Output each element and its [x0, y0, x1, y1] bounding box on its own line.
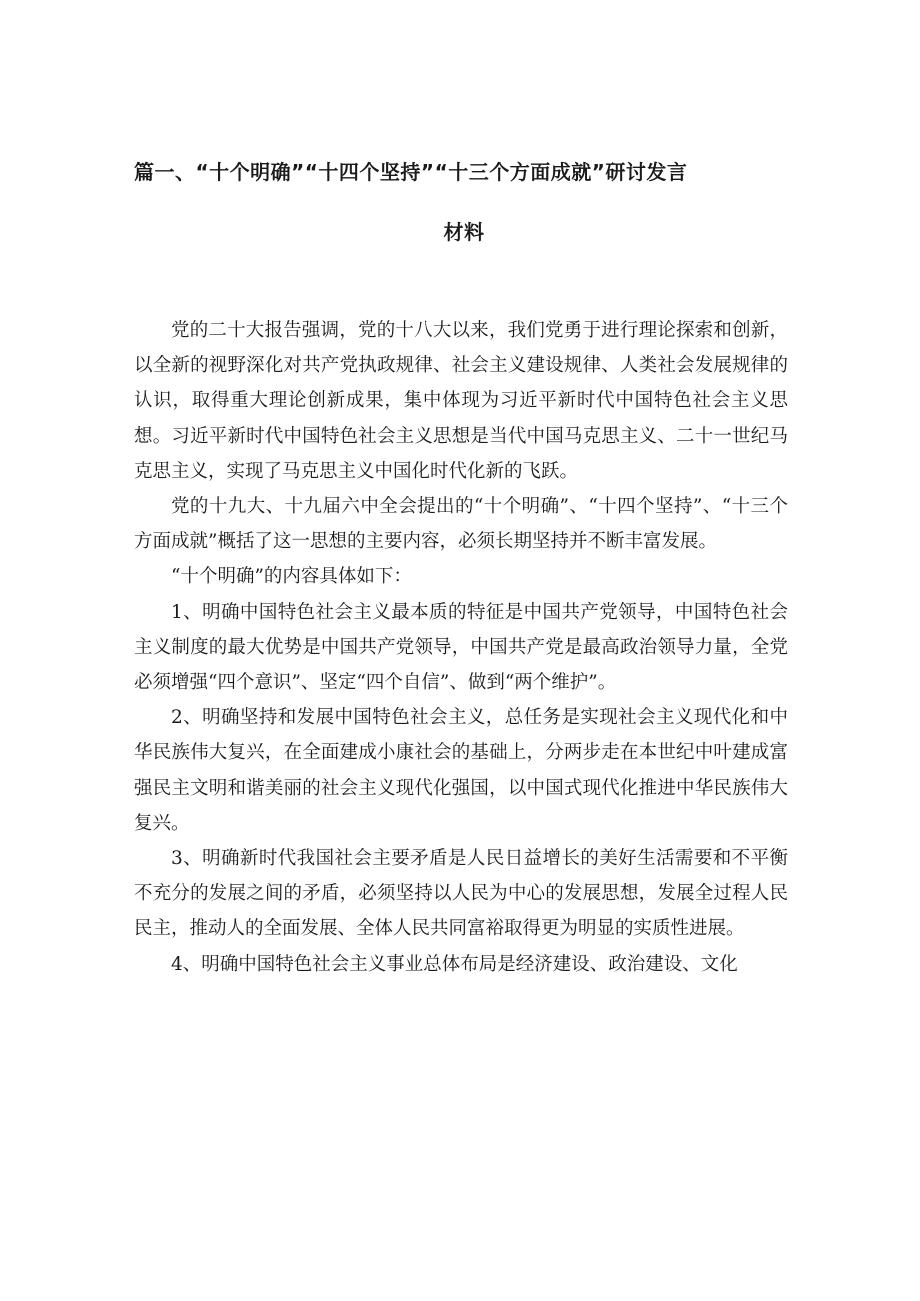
document-title-line-1: 篇一、“十个明确”“十四个坚持”“十三个方面成就”研讨发言	[134, 160, 688, 184]
document-body	[134, 313, 788, 982]
paragraph-list-heading: “十个明确”的内容具体如下：	[171, 566, 412, 588]
paragraph-item-4: 4、明确中国特色社会主义事业总体布局是经济建设、政治建设、文化	[171, 953, 738, 975]
paragraph-summary: 党的十九大、十九届六中全会提出的“十个明确”、“十四个坚持”、“十三个方面成就”概括了这一思想的主要内容，必须长期坚持并不断丰富发展。	[134, 496, 788, 553]
document-title-line-2: 材料	[443, 220, 485, 244]
paragraph-intro: 党的二十大报告强调，党的十八大以来，我们党勇于进行理论探索和创新，以全新的视野深化对共产党执政规律、社会主义建设规律、人类社会发展规律的认识，取得重大理论创新成果，集中体现为习近平新时代中国特色社会主义思想。习近平新时代中国特色社会主义思想是当代中国马克思主义、二十一世纪马克思主义，实现了马克思主义中国化时代化新的飞跃。	[134, 320, 788, 482]
paragraph-item-2: 2、明确坚持和发展中国特色社会主义，总任务是实现社会主义现代化和中华民族伟大复兴，在全面建成小康社会的基础上，分两步走在本世纪中叶建成富强民主文明和谐美丽的社会主义现代化强国，以中国式现代化推进中华民族伟大复兴。	[134, 707, 788, 834]
paragraph-item-3: 3、明确新时代我国社会主要矛盾是人民日益增长的美好生活需要和不平衡不充分的发展之间的矛盾，必须坚持以人民为中心的发展思想，发展全过程人民民主，推动人的全面发展、全体人民共同富裕取得更为明显的实质性进展。	[134, 848, 788, 940]
paragraph-item-1: 1、明确中国特色社会主义最本质的特征是中国共产党领导，中国特色社会主义制度的最大优势是中国共产党领导，中国共产党是最高政治领导力量，全党必须增强“四个意识”、坚定“四个自信”、做到“两个维护”。	[134, 601, 788, 694]
